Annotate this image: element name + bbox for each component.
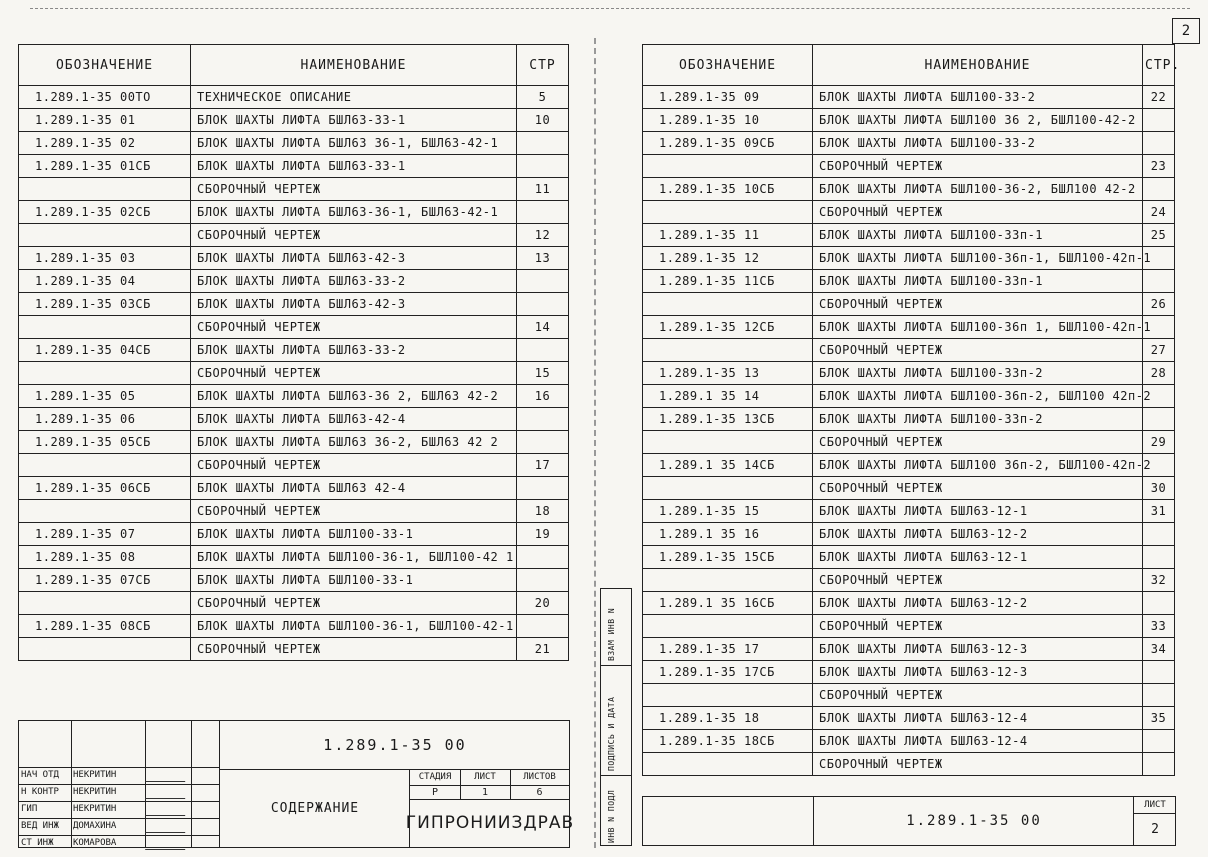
designation-cell: 1.289.1-35 02СБ — [19, 201, 191, 224]
designation-cell: 1.289.1-35 11 — [643, 224, 813, 247]
table-row — [19, 132, 569, 155]
designation-cell: 1.289.1-35 15СБ — [643, 546, 813, 569]
page-cell — [1143, 592, 1175, 615]
designation-cell: 1.289.1 35 14 — [643, 385, 813, 408]
table-header — [643, 45, 1175, 86]
page-cell — [517, 477, 569, 500]
designation-cell: 1.289.1-35 03СБ — [19, 293, 191, 316]
page-cell: 33 — [1143, 615, 1175, 638]
table-row — [19, 454, 569, 477]
table-body — [643, 86, 1175, 776]
designation-cell: 1.289.1-35 15 — [643, 500, 813, 523]
designation-cell: 1.289.1-35 17 — [643, 638, 813, 661]
page-cell — [517, 615, 569, 638]
strip-divider — [601, 665, 631, 666]
table-row — [643, 339, 1175, 362]
table-row — [19, 431, 569, 454]
designation-cell — [19, 316, 191, 339]
designation-cell: 1.289.1-35 04 — [19, 270, 191, 293]
name-cell: БЛОК ШАХТЫ ЛИФТА БШЛ100-33п-2 — [813, 362, 1143, 385]
table-row — [643, 86, 1175, 109]
page-cell — [517, 546, 569, 569]
table-row — [643, 707, 1175, 730]
table-row — [643, 270, 1175, 293]
stage-value: Р — [410, 785, 461, 800]
table-row — [643, 661, 1175, 684]
name-cell: БЛОК ШАХТЫ ЛИФТА БШЛ63-33-1 — [191, 155, 517, 178]
table-row — [19, 592, 569, 615]
name-cell: СБОРОЧНЫЙ ЧЕРТЕЖ — [813, 477, 1143, 500]
table-row — [643, 592, 1175, 615]
contents-table-right — [642, 44, 1181, 776]
name-cell: БЛОК ШАХТЫ ЛИФТА БШЛ63-12-2 — [813, 523, 1143, 546]
name-cell: БЛОК ШАХТЫ ЛИФТА БШЛ63-42-4 — [191, 408, 517, 431]
page-cell: 13 — [517, 247, 569, 270]
page-cell — [517, 293, 569, 316]
name-cell: БЛОК ШАХТЫ ЛИФТА БШЛ63-12-4 — [813, 730, 1143, 753]
page-cell — [517, 201, 569, 224]
table-row — [19, 201, 569, 224]
side-label: ПОДПИСЬ И ДАТА — [607, 696, 616, 771]
name-cell: БЛОК ШАХТЫ ЛИФТА БШЛ63-36-1, БШЛ63-42-1 — [191, 201, 517, 224]
designation-cell: 1.289.1-35 12СБ — [643, 316, 813, 339]
table-row — [643, 109, 1175, 132]
table-row — [19, 247, 569, 270]
page-cell: 16 — [517, 385, 569, 408]
table-row — [19, 86, 569, 109]
sheet-label: ЛИСТ — [460, 769, 511, 786]
page-cell — [1143, 730, 1175, 753]
signer-name: КОМАРОВА — [73, 838, 117, 848]
name-cell: СБОРОЧНЫЙ ЧЕРТЕЖ — [191, 454, 517, 477]
table-row — [643, 155, 1175, 178]
sheets-value: 6 — [510, 785, 569, 800]
name-cell: СБОРОЧНЫЙ ЧЕРТЕЖ — [813, 293, 1143, 316]
name-header: НАИМЕНОВАНИЕ — [813, 45, 1143, 86]
table-row — [19, 178, 569, 201]
table-row — [643, 477, 1175, 500]
document-code: 1.289.1-35 00 — [813, 797, 1134, 845]
name-cell: СБОРОЧНЫЙ ЧЕРТЕЖ — [191, 316, 517, 339]
designation-cell — [643, 431, 813, 454]
designation-cell: 1.289.1-35 03 — [19, 247, 191, 270]
page-cell — [1143, 178, 1175, 201]
designation-cell — [643, 201, 813, 224]
signature-row — [19, 835, 219, 852]
table-row — [19, 638, 569, 661]
table-row — [19, 293, 569, 316]
name-cell: СБОРОЧНЫЙ ЧЕРТЕЖ — [191, 362, 517, 385]
name-cell: БЛОК ШАХТЫ ЛИФТА БШЛ63-33-2 — [191, 339, 517, 362]
designation-cell: 1.289.1-35 17СБ — [643, 661, 813, 684]
page-cell — [1143, 109, 1175, 132]
table-row — [643, 293, 1175, 316]
designation-cell: 1.289.1 35 14СБ — [643, 454, 813, 477]
name-cell: СБОРОЧНЫЙ ЧЕРТЕЖ — [813, 684, 1143, 707]
table-row — [643, 638, 1175, 661]
designation-cell — [643, 477, 813, 500]
name-header: НАИМЕНОВАНИЕ — [191, 45, 517, 86]
page-cell: 29 — [1143, 431, 1175, 454]
table-row — [643, 730, 1175, 753]
designation-cell — [643, 615, 813, 638]
page-cell: 30 — [1143, 477, 1175, 500]
side-label: ИНВ N ПОДЛ — [607, 789, 616, 843]
page-cell: 28 — [1143, 362, 1175, 385]
name-cell: БЛОК ШАХТЫ ЛИФТА БШЛ100-33-2 — [813, 86, 1143, 109]
name-cell: БЛОК ШАХТЫ ЛИФТА БШЛ63-36 2, БШЛ63 42-2 — [191, 385, 517, 408]
table-row — [19, 339, 569, 362]
name-cell: СБОРОЧНЫЙ ЧЕРТЕЖ — [191, 592, 517, 615]
handwritten-signature — [145, 805, 189, 816]
table-row — [19, 155, 569, 178]
name-cell: СБОРОЧНЫЙ ЧЕРТЕЖ — [813, 615, 1143, 638]
designation-cell — [19, 178, 191, 201]
sheet-label: ЛИСТ — [1133, 797, 1176, 814]
handwritten-signature — [145, 839, 189, 850]
side-label: ВЗАМ ИНВ N — [607, 607, 616, 661]
page-cell: 31 — [1143, 500, 1175, 523]
signature-row — [19, 801, 219, 818]
signature-row — [19, 818, 219, 835]
document-title: СОДЕРЖАНИЕ — [219, 769, 410, 847]
name-cell: БЛОК ШАХТЫ ЛИФТА БШЛ63-33-2 — [191, 270, 517, 293]
signature-row — [19, 767, 219, 784]
table-row — [643, 546, 1175, 569]
name-cell: СБОРОЧНЫЙ ЧЕРТЕЖ — [813, 339, 1143, 362]
name-cell: БЛОК ШАХТЫ ЛИФТА БШЛ63-42-3 — [191, 247, 517, 270]
page-cell: 23 — [1143, 155, 1175, 178]
name-cell: БЛОК ШАХТЫ ЛИФТА БШЛ100-36п-2, БШЛ100 42п-2 — [813, 385, 1143, 408]
page-cell: 32 — [1143, 569, 1175, 592]
table-row — [19, 385, 569, 408]
organization-name: ГИПРОНИИЗДРАВ — [405, 813, 575, 833]
name-cell: БЛОК ШАХТЫ ЛИФТА БШЛ100-33-1 — [191, 523, 517, 546]
designation-cell: 1.289.1-35 00ТО — [19, 86, 191, 109]
title-block — [18, 720, 575, 848]
designation-cell: 1.289.1-35 09 — [643, 86, 813, 109]
designation-cell — [19, 592, 191, 615]
designation-cell — [643, 569, 813, 592]
name-cell: БЛОК ШАХТЫ ЛИФТА БШЛ100-33п-1 — [813, 224, 1143, 247]
name-cell: БЛОК ШАХТЫ ЛИФТА БШЛ63-12-4 — [813, 707, 1143, 730]
designation-cell: 1.289.1-35 11СБ — [643, 270, 813, 293]
designation-cell: 1.289.1-35 10СБ — [643, 178, 813, 201]
page-header: СТР. — [1143, 45, 1175, 86]
page-cell: 25 — [1143, 224, 1175, 247]
handwritten-signature — [145, 788, 189, 799]
page-cell: 34 — [1143, 638, 1175, 661]
designation-cell: 1.289.1-35 08СБ — [19, 615, 191, 638]
table-header — [19, 45, 569, 86]
name-cell: ТЕХНИЧЕСКОЕ ОПИСАНИЕ — [191, 86, 517, 109]
name-cell: БЛОК ШАХТЫ ЛИФТА БШЛ63-42-3 — [191, 293, 517, 316]
name-cell: СБОРОЧНЫЙ ЧЕРТЕЖ — [191, 638, 517, 661]
contents-table-left — [18, 44, 569, 661]
page-cell: 15 — [517, 362, 569, 385]
designation-header: ОБОЗНАЧЕНИЕ — [643, 45, 813, 86]
sheet-1 — [0, 0, 596, 857]
designation-cell: 1.289.1-35 12 — [643, 247, 813, 270]
name-cell: СБОРОЧНЫЙ ЧЕРТЕЖ — [813, 155, 1143, 178]
designation-cell — [643, 753, 813, 776]
name-cell: БЛОК ШАХТЫ ЛИФТА БШЛ63 36-1, БШЛ63-42-1 — [191, 132, 517, 155]
designation-cell: 1.289.1-35 05 — [19, 385, 191, 408]
signature-row — [19, 784, 219, 801]
designation-cell: 1.289.1-35 10 — [643, 109, 813, 132]
table-row — [643, 615, 1175, 638]
page-cell — [1143, 523, 1175, 546]
table-row — [643, 132, 1175, 155]
page-cell: 10 — [517, 109, 569, 132]
page-cell: 12 — [517, 224, 569, 247]
handwritten-signature — [145, 771, 189, 782]
designation-cell: 1.289.1-35 08 — [19, 546, 191, 569]
stage-grid — [405, 769, 575, 847]
designation-cell: 1.289.1-35 02 — [19, 132, 191, 155]
signer-name: НЕКРИТИН — [73, 770, 117, 780]
designation-cell — [19, 224, 191, 247]
designation-cell — [19, 500, 191, 523]
signer-role: НАЧ ОТД — [21, 770, 59, 780]
page-cell: 21 — [517, 638, 569, 661]
signer-name: НЕКРИТИН — [73, 787, 117, 797]
page-cell — [517, 270, 569, 293]
page-cell: 18 — [517, 500, 569, 523]
table-row — [643, 500, 1175, 523]
table-row — [19, 477, 569, 500]
page-cell: 5 — [517, 86, 569, 109]
designation-cell: 1.289.1-35 04СБ — [19, 339, 191, 362]
designation-cell — [19, 362, 191, 385]
page-cell: 19 — [517, 523, 569, 546]
designation-cell: 1.289.1-35 09СБ — [643, 132, 813, 155]
designation-cell: 1.289.1-35 13СБ — [643, 408, 813, 431]
table-row — [19, 224, 569, 247]
page-cell: 27 — [1143, 339, 1175, 362]
table-row — [643, 454, 1175, 477]
page-cell — [517, 431, 569, 454]
signature-rows — [19, 767, 219, 852]
strip-divider — [601, 775, 631, 776]
page-cell: 20 — [517, 592, 569, 615]
designation-cell — [643, 155, 813, 178]
designation-cell: 1.289.1-35 01 — [19, 109, 191, 132]
table-row — [643, 362, 1175, 385]
handwritten-signature — [145, 822, 189, 833]
name-cell: БЛОК ШАХТЫ ЛИФТА БШЛ63 36-2, БШЛ63 42 2 — [191, 431, 517, 454]
name-cell: БЛОК ШАХТЫ ЛИФТА БШЛ100-36-1, БШЛ100-42 1 — [191, 546, 517, 569]
page-cell: 24 — [1143, 201, 1175, 224]
page-cell — [1143, 132, 1175, 155]
name-cell: СБОРОЧНЫЙ ЧЕРТЕЖ — [813, 569, 1143, 592]
table-row — [643, 431, 1175, 454]
page-cell: 17 — [517, 454, 569, 477]
page-cell: 22 — [1143, 86, 1175, 109]
name-cell: СБОРОЧНЫЙ ЧЕРТЕЖ — [813, 201, 1143, 224]
sheet-number: 2 — [1133, 813, 1176, 845]
designation-cell — [643, 339, 813, 362]
table-row — [19, 270, 569, 293]
name-cell: БЛОК ШАХТЫ ЛИФТА БШЛ63-12-3 — [813, 661, 1143, 684]
side-stamp-strip — [600, 588, 632, 846]
page-cell — [1143, 270, 1175, 293]
page-cell — [517, 339, 569, 362]
page-cell — [1143, 684, 1175, 707]
designation-cell: 1.289.1-35 07 — [19, 523, 191, 546]
table-row — [19, 362, 569, 385]
name-cell: СБОРОЧНЫЙ ЧЕРТЕЖ — [813, 753, 1143, 776]
designation-cell: 1.289.1-35 18 — [643, 707, 813, 730]
table-row — [643, 684, 1175, 707]
table-row — [19, 569, 569, 592]
name-cell: БЛОК ШАХТЫ ЛИФТА БШЛ100 36п-2, БШЛ100-42п-2 — [813, 454, 1143, 477]
signer-role: Н КОНТР — [21, 787, 59, 797]
page-cell — [517, 569, 569, 592]
stage-label: СТАДИЯ — [410, 769, 461, 786]
table-row — [643, 201, 1175, 224]
page-cell — [1143, 546, 1175, 569]
table-row — [643, 408, 1175, 431]
page-cell — [1143, 408, 1175, 431]
signer-name: ДОМАХИНА — [73, 821, 117, 831]
name-cell: БЛОК ШАХТЫ ЛИФТА БШЛ100-36п 1, БШЛ100-42п-1 — [813, 316, 1143, 339]
signer-role: ГИП — [21, 804, 38, 814]
page-cell — [517, 132, 569, 155]
name-cell: БЛОК ШАХТЫ ЛИФТА БШЛ63 42-4 — [191, 477, 517, 500]
page-cell: 11 — [517, 178, 569, 201]
sheet-value: 1 — [460, 785, 511, 800]
name-cell: СБОРОЧНЫЙ ЧЕРТЕЖ — [191, 178, 517, 201]
designation-cell — [19, 454, 191, 477]
table-row — [643, 316, 1175, 339]
name-cell: БЛОК ШАХТЫ ЛИФТА БШЛ63-12-1 — [813, 546, 1143, 569]
designation-cell: 1.289.1-35 06СБ — [19, 477, 191, 500]
name-cell: БЛОК ШАХТЫ ЛИФТА БШЛ100-36п-1, БШЛ100-42п-1 — [813, 247, 1143, 270]
page-cell — [1143, 661, 1175, 684]
signer-name: НЕКРИТИН — [73, 804, 117, 814]
name-cell: БЛОК ШАХТЫ ЛИФТА БШЛ100 36 2, БШЛ100-42-2 — [813, 109, 1143, 132]
designation-cell: 1.289.1-35 18СБ — [643, 730, 813, 753]
designation-cell: 1.289.1 35 16 — [643, 523, 813, 546]
page-cell — [517, 155, 569, 178]
page-cell: 35 — [1143, 707, 1175, 730]
name-cell: БЛОК ШАХТЫ ЛИФТА БШЛ63-12-1 — [813, 500, 1143, 523]
designation-cell: 1.289.1-35 01СБ — [19, 155, 191, 178]
name-cell: БЛОК ШАХТЫ ЛИФТА БШЛ100-33п-2 — [813, 408, 1143, 431]
signer-role: ВЕД ИНЖ — [21, 821, 59, 831]
name-cell: БЛОК ШАХТЫ ЛИФТА БШЛ63-12-2 — [813, 592, 1143, 615]
document-code: 1.289.1-35 00 — [219, 721, 570, 770]
table-row — [643, 247, 1175, 270]
table-row — [19, 500, 569, 523]
table-body — [19, 86, 569, 661]
table-row — [19, 546, 569, 569]
name-cell: БЛОК ШАХТЫ ЛИФТА БШЛ100-33-1 — [191, 569, 517, 592]
designation-cell — [643, 684, 813, 707]
table-row — [643, 385, 1175, 408]
table-row — [643, 523, 1175, 546]
designation-cell: 1.289.1-35 06 — [19, 408, 191, 431]
page-cell: 14 — [517, 316, 569, 339]
footer-block — [642, 796, 1176, 846]
designation-cell: 1.289.1-35 13 — [643, 362, 813, 385]
designation-cell — [643, 293, 813, 316]
designation-cell: 1.289.1-35 07СБ — [19, 569, 191, 592]
name-cell: БЛОК ШАХТЫ ЛИФТА БШЛ100-36-2, БШЛ100 42-2 — [813, 178, 1143, 201]
name-cell: БЛОК ШАХТЫ ЛИФТА БШЛ100-33-2 — [813, 132, 1143, 155]
corner-sheet-number: 2 — [1172, 18, 1200, 44]
name-cell: СБОРОЧНЫЙ ЧЕРТЕЖ — [191, 224, 517, 247]
designation-header: ОБОЗНАЧЕНИЕ — [19, 45, 191, 86]
table-row — [643, 753, 1175, 776]
table-row — [643, 178, 1175, 201]
name-cell: БЛОК ШАХТЫ ЛИФТА БШЛ63-12-3 — [813, 638, 1143, 661]
table-row — [19, 615, 569, 638]
page-cell — [1143, 753, 1175, 776]
name-cell: БЛОК ШАХТЫ ЛИФТА БШЛ100-33п-1 — [813, 270, 1143, 293]
name-cell: СБОРОЧНЫЙ ЧЕРТЕЖ — [191, 500, 517, 523]
page-cell — [517, 408, 569, 431]
designation-cell: 1.289.1 35 16СБ — [643, 592, 813, 615]
table-row — [19, 109, 569, 132]
name-cell: СБОРОЧНЫЙ ЧЕРТЕЖ — [813, 431, 1143, 454]
designation-cell — [19, 638, 191, 661]
table-row — [19, 408, 569, 431]
name-cell: БЛОК ШАХТЫ ЛИФТА БШЛ100-36-1, БШЛ100-42-1 — [191, 615, 517, 638]
table-row — [19, 316, 569, 339]
page-header: СТР — [517, 45, 569, 86]
signer-role: СТ ИНЖ — [21, 838, 54, 848]
sheets-label: ЛИСТОВ — [510, 769, 569, 786]
table-row — [643, 224, 1175, 247]
page-cell: 26 — [1143, 293, 1175, 316]
table-row — [19, 523, 569, 546]
designation-cell: 1.289.1-35 05СБ — [19, 431, 191, 454]
name-cell: БЛОК ШАХТЫ ЛИФТА БШЛ63-33-1 — [191, 109, 517, 132]
table-row — [643, 569, 1175, 592]
